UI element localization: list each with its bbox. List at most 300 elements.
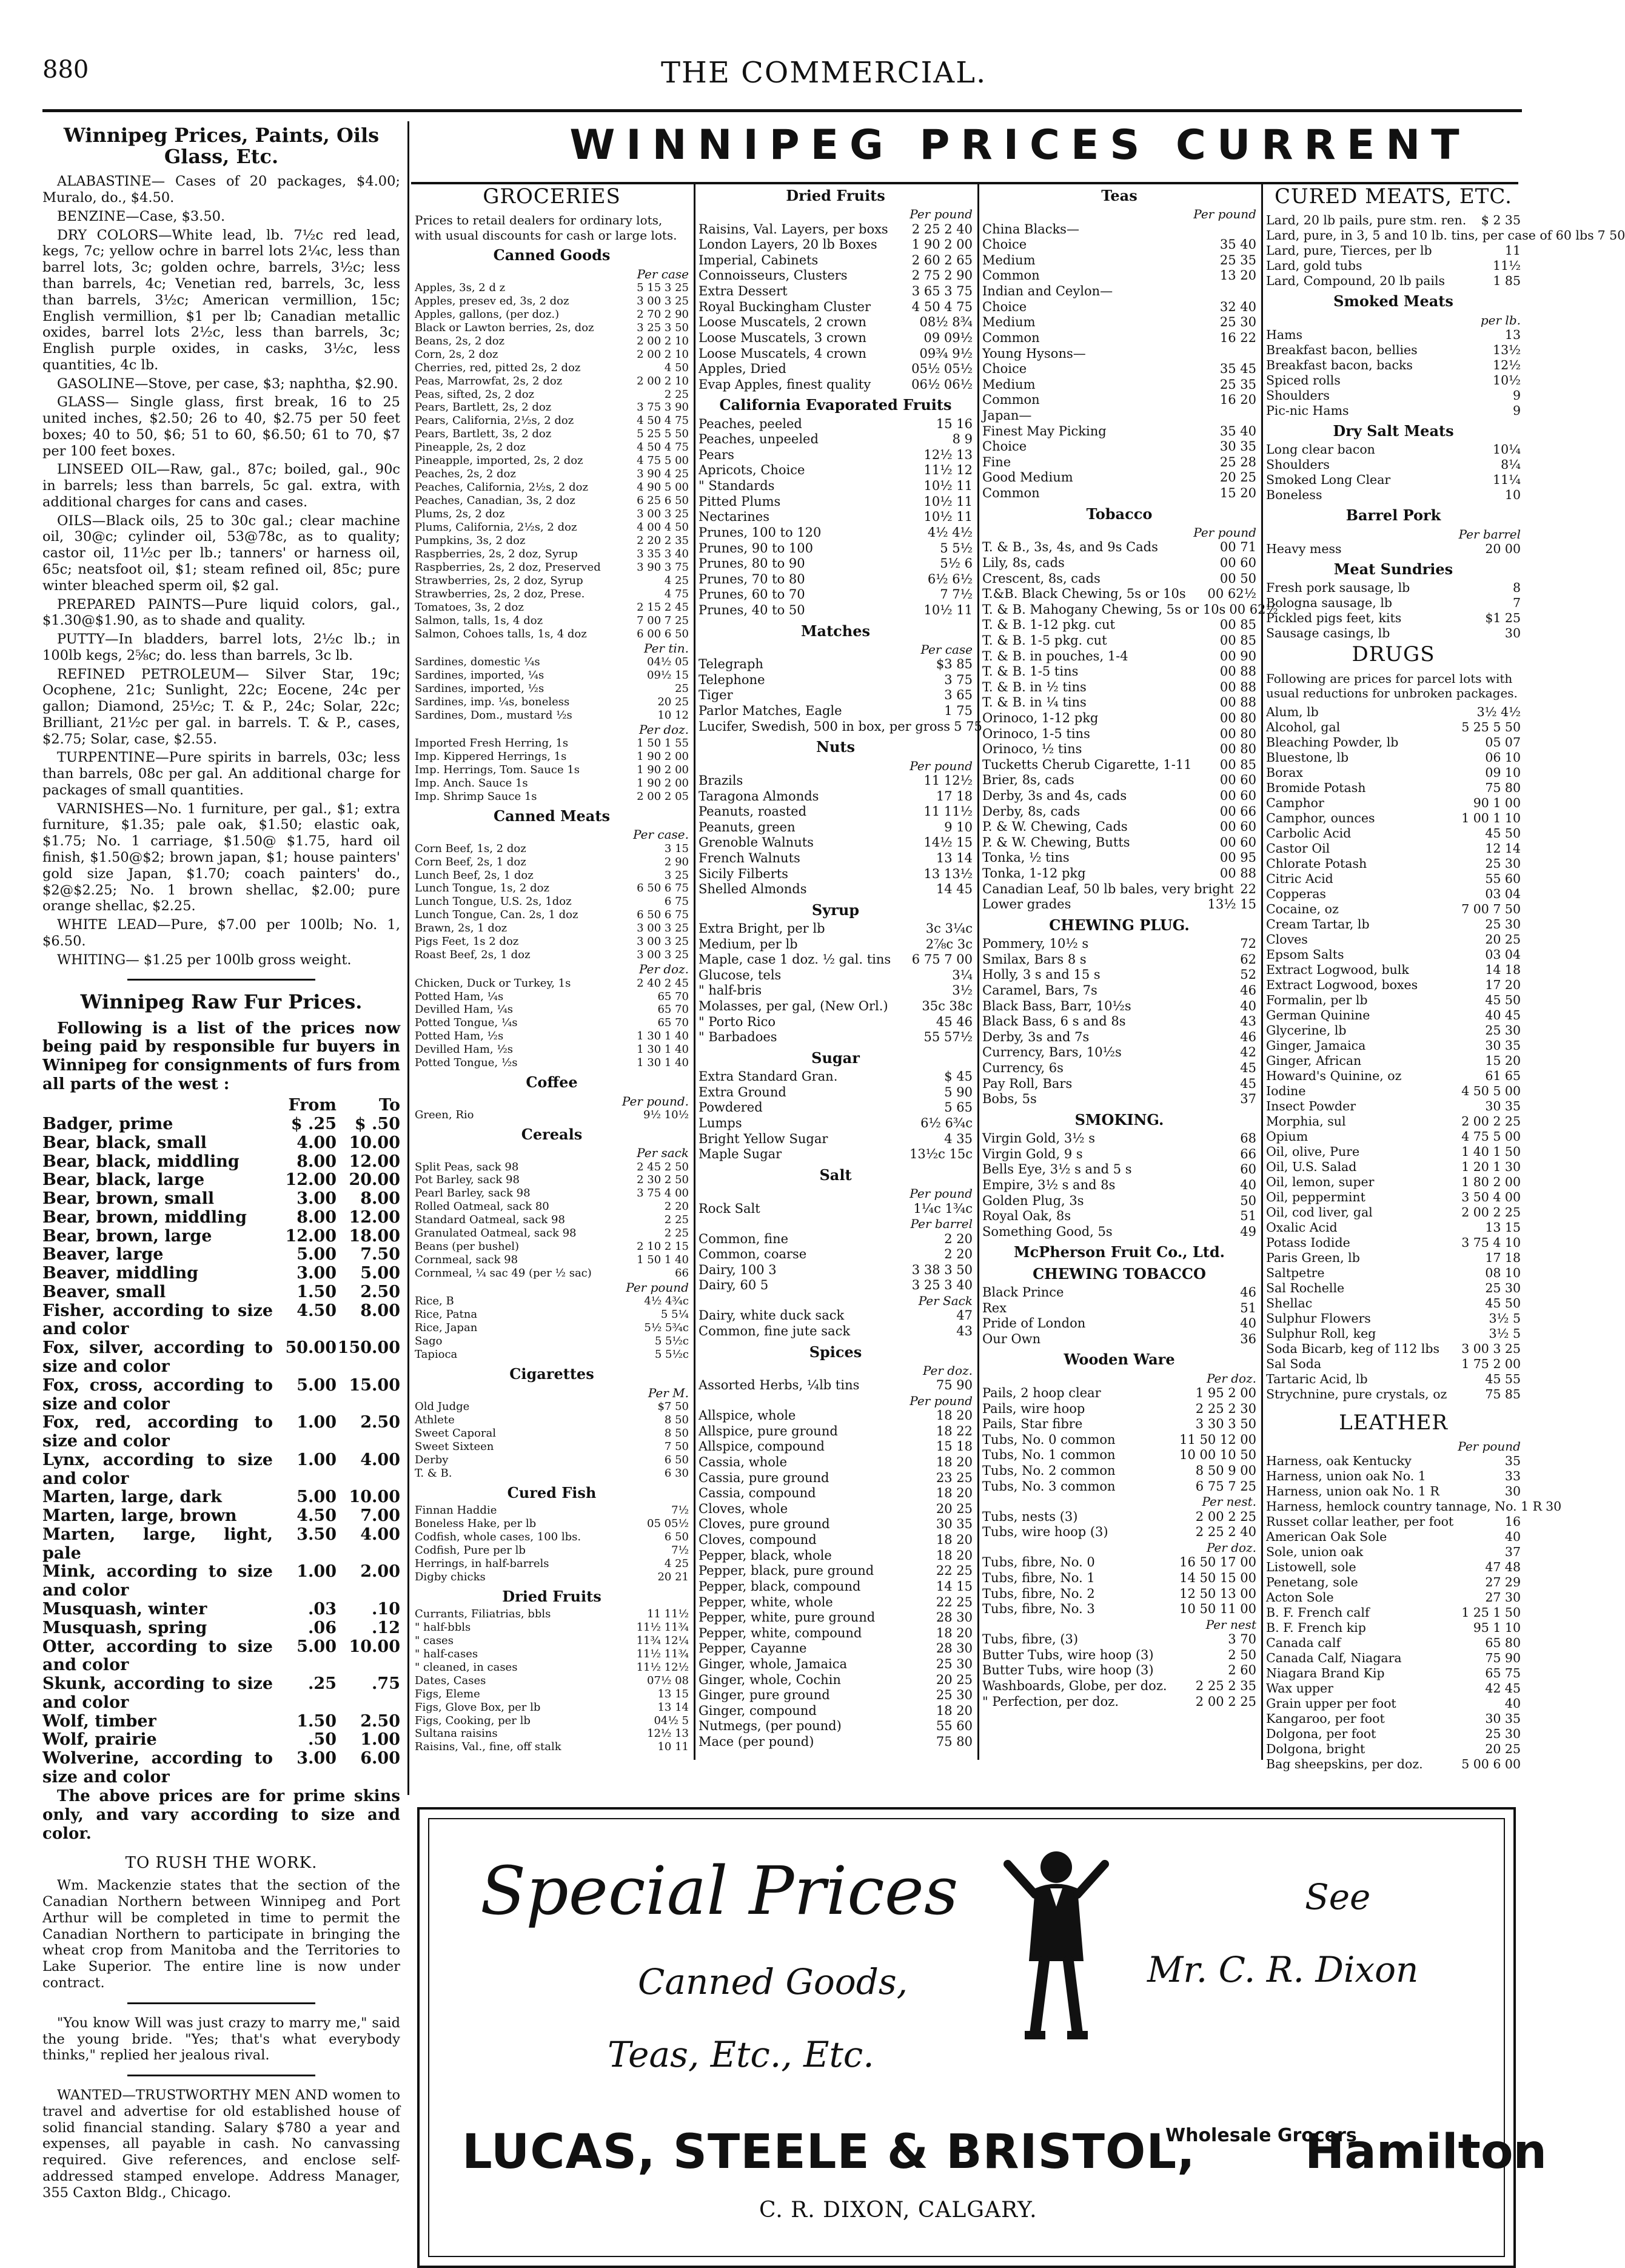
publication-title: THE COMMERCIAL. [661,56,987,90]
item-price: 35 45 [1219,361,1256,377]
item-name: Imp. Kippered Herrings, 1s [415,750,567,763]
paint-price-entry: OILS—Black oils, 25 to 30c gal.; clear machine oil, 30@c; cylinder oil, 53@78c, as to quality; castor oil, 11½c per lb.; tanners' or harness oil, 65c; neatsfoot oil, $1; steam refined oil, 85c; pure winter bleached sperm oil, $2 gal. [42,512,400,594]
item-price: 00 85 [1219,757,1256,772]
item-name: Smoked Long Clear [1266,472,1391,488]
item-price: 6 00 6 50 [637,627,689,640]
item-price: 10 00 10 50 [1179,1448,1256,1463]
price-row [699,1132,973,1147]
price-row [415,1335,689,1348]
price-row [1266,1696,1521,1711]
item-name: Medium [982,252,1036,267]
price-row [699,1069,973,1085]
price-row [415,481,689,494]
price-row [1266,1666,1521,1681]
item-name: Beans, 2s, 2 doz [415,334,505,347]
item-price [1253,346,1256,362]
price-row [699,587,973,603]
price-row [1266,1357,1521,1372]
item-name: Lard, gold tubs [1266,258,1362,273]
price-row [699,1579,973,1595]
price-row [415,1427,689,1440]
item-price: 16 50 17 00 [1179,1555,1256,1570]
price-row [415,574,689,588]
price-row [699,1015,973,1030]
price-row [982,602,1278,618]
item-price: 14 18 [1485,962,1521,977]
fur-from: $ .25 [290,1115,337,1134]
item-price: 3 75 4 10 [1461,1235,1521,1250]
item-price: 5½ 6 [940,556,973,571]
item-name: Salmon, Cohoes talls, 1s, 4 doz [415,627,587,640]
item-price: 00 71 [1219,540,1256,555]
item-price: 1 40 1 50 [1461,1144,1521,1159]
item-name: Pepper, black, whole [699,1548,832,1563]
item-price: 1 00 1 10 [1461,810,1521,825]
item-price: 2 10 2 15 [637,1240,689,1253]
price-row [982,268,1256,284]
separator [127,979,315,981]
item-price: 2 20 [944,1231,973,1246]
price-row [415,1544,689,1557]
item-price: 3 35 3 40 [637,547,689,560]
item-price: 45 [1240,1076,1256,1091]
item-name: Sardines, imported, ½s [415,682,544,695]
price-row [699,719,982,735]
item-price: 40 45 [1485,1007,1521,1022]
item-name: Chlorate Potash [1266,856,1367,871]
unit-label: Per pound [910,1186,973,1201]
fur-to: 2.50 [360,1711,400,1731]
item-name: Tubs, fibre, No. 2 [982,1586,1095,1601]
price-row [415,1348,689,1361]
item-name: Lunch Beef, 2s, 1 doz [415,868,534,882]
price-row [1266,611,1521,626]
price-row [699,1517,973,1532]
price-row [982,284,1256,300]
item-price: 13 14 [936,850,973,865]
price-row [415,1688,689,1701]
item-name: Boneless Hake, per lb [415,1517,537,1530]
price-row [415,1454,689,1467]
item-price: 90 1 00 [1473,795,1521,810]
item-name: Pigs Feet, 1s 2 doz [415,935,519,948]
item-price: 20 25 [936,1672,973,1687]
price-row [415,414,689,428]
item-price: 12½ 13 [647,1727,689,1740]
price-row [415,1557,689,1571]
item-name: Royal Oak, 8s [982,1209,1071,1224]
price-row [982,1178,1256,1193]
item-price: 13½ 15 [1207,897,1256,912]
fur-name: Fisher, according to size and color [42,1301,273,1339]
item-price: 10½ 11 [923,509,973,525]
ad-branch: C. R. DIXON, CALGARY. [759,2198,1037,2223]
item-price: 23 25 [936,1470,973,1485]
drugs-note: Following are prices for parcel lots with usual reductions for unbroken packages. [1266,671,1518,701]
price-row [415,842,689,856]
item-name: T. & B. Mahogany Chewing, 5s or 10s [982,602,1226,617]
item-price: 1 30 1 40 [637,1056,689,1070]
ad-headline: Special Prices [480,1852,959,1930]
item-name: Old Judge [415,1400,470,1413]
item-price: 3 90 4 25 [637,468,689,481]
item-name: Black Bass, 6 s and 8s [982,1014,1126,1029]
item-price: 11½ 11¾ [636,1647,689,1660]
item-name: Dairy, 100 3 [699,1262,777,1277]
price-row [1266,856,1521,871]
item-name: Cassia, compound [699,1486,816,1501]
item-price: 14 15 [936,1579,973,1594]
fur-row [42,1507,400,1526]
item-name: Bells Eye, 3½ s and 5 s [982,1162,1132,1177]
item-name: Prunes, 100 to 120 [699,525,822,540]
item-name: Choice [982,439,1027,454]
item-name: Fresh pork sausage, lb [1266,580,1410,596]
section-heading: CHEWING TOBACCO [1033,1264,1206,1283]
item-name: Orinoco, 1-5 tins [982,726,1090,741]
price-row [699,1672,973,1688]
item-price: 3 15 [664,842,689,855]
item-name: Butter Tubs, wire hoop (3) [982,1663,1154,1678]
fur-from: 5.00 [297,1637,337,1656]
fur-row [42,1488,400,1507]
price-row [1266,1281,1521,1296]
price-row [1266,273,1521,289]
item-name: Harness, oak Kentucky [1266,1454,1412,1469]
item-name: Pepper, white, compound [699,1625,862,1640]
item-name: Common, fine jute sack [699,1323,851,1338]
column-rule [694,183,695,1760]
price-row [1266,1545,1521,1560]
item-name: Extra Standard Gran. [699,1069,838,1084]
item-price: 4½ 4¾c [644,1295,689,1308]
price-row [699,361,973,377]
item-name: Allspice, pure ground [699,1423,838,1438]
item-name: Mace (per pound) [699,1734,814,1749]
price-row [699,657,973,673]
item-name: Digby chicks [415,1570,486,1583]
paint-price-entry: PUTTY—In bladders, barrel lots, 2½c lb.; in 100lb kegs, 2⅝c; do. less than barrels, 3c lb. [42,631,400,663]
item-name: Oil, U.S. Salad [1266,1159,1357,1174]
section-heading: McPherson Fruit Co., Ltd. [1013,1243,1225,1261]
price-row [982,819,1256,835]
item-name: Sulphur Roll, keg [1266,1326,1376,1341]
item-price: 25 30 [1219,315,1256,330]
item-price: 18 20 [936,1486,973,1501]
item-name: Sago [415,1335,443,1348]
price-row [982,695,1256,711]
price-row [1266,1235,1521,1250]
price-row [415,1240,689,1253]
item-price: 00 88 [1219,866,1256,881]
price-row [1266,1190,1521,1205]
item-name: Salmon, talls, 1s, 4 doz [415,614,543,627]
price-row [415,1634,689,1648]
price-row [1266,373,1521,388]
item-price: 28 30 [936,1641,973,1656]
price-row [982,1030,1256,1045]
price-row [982,300,1256,315]
paint-price-entry: REFINED PETROLEUM— Silver Star, 19c; Ocophene, 21c; Sunlight, 22c; Eocene, 24c per gallon; Diamond, 25½c; T. & P., 24c; Solar, 22c; Brilliant, 21½c per gal. in barrels. T. & P., cases, $2.75; Solar, case, $2.55. [42,666,400,747]
price-row [982,315,1256,330]
item-name: Saltpetre [1266,1265,1325,1280]
item-price: 43 [1240,1014,1256,1029]
item-price: 03 04 [1485,886,1521,901]
item-name: Russet collar leather, per foot [1266,1514,1454,1529]
price-row [1266,1144,1521,1159]
price-row [415,1467,689,1480]
item-price: 9 [1512,388,1521,403]
item-price: 2 25 2 35 [1195,1678,1256,1693]
item-name: Corn Beef, 1s, 2 doz [415,842,526,855]
item-price: 3 00 3 25 [637,935,689,948]
item-name: Cream Tartar, lb [1266,916,1370,931]
item-price: 28 30 [936,1610,973,1625]
item-name: Ginger, African [1266,1053,1362,1068]
price-row [699,1563,973,1579]
column-rule [407,121,409,1795]
item-name: Currency, 6s [982,1061,1064,1076]
item-price: 25 35 [1219,377,1256,392]
item-price: 18 20 [936,1408,973,1423]
item-name: Good Medium [982,470,1073,485]
item-name: Tonka, ½ tins [982,850,1070,865]
item-name: Prunes, 70 to 80 [699,571,805,586]
price-row [982,1417,1256,1432]
item-price: 13 20 [1219,268,1256,283]
fur-row [42,1377,400,1414]
section-heading: Syrup [811,901,860,919]
item-name: Strawberries, 2s, 2 doz, Prese. [415,587,585,600]
fur-name: Marten, large, dark [42,1488,222,1507]
item-price: 3 38 3 50 [911,1262,973,1277]
price-row [699,448,973,463]
price-row [982,1285,1256,1301]
item-price: 12½ 13 [923,447,973,462]
price-row [982,804,1256,820]
price-row [699,253,973,269]
item-name: Black Bass, Barr, 10½s [982,998,1131,1013]
price-row [1266,735,1521,750]
price-row [699,346,973,362]
item-name: Tapioca [415,1348,458,1361]
item-name: Pepper, white, whole [699,1594,833,1609]
item-price: 8 50 [664,1413,689,1426]
item-name: " Standards [699,478,775,494]
price-row [1266,1175,1521,1190]
item-price: 6 75 7 25 [1195,1478,1256,1494]
fur-from: 4.00 [297,1133,337,1152]
item-price: 13 15 [657,1687,689,1700]
item-name: Tiger [699,688,733,703]
price-row [415,1227,689,1240]
item-price: 3 65 3 75 [911,284,973,299]
price-row [699,417,973,432]
unit-label: Per pound. [622,1093,689,1109]
price-row [415,656,689,669]
price-row [699,1147,973,1163]
item-price: 2 45 2 50 [637,1160,689,1173]
item-name: Common, coarse [699,1247,807,1262]
item-name: Potass Iodide [1266,1235,1350,1250]
price-row [415,895,689,908]
price-row [699,1085,973,1101]
item-price: 30 [1504,626,1521,641]
price-row [699,1703,973,1719]
item-name: T. & B. in ½ tins [982,679,1087,694]
paint-price-entry: ALABASTINE— Cases of 20 packages, $4.00; Muralo, do., $4.50. [42,173,400,206]
paint-price-entry: VARNISHES—No. 1 furniture, per gal., $1; extra furniture, $1.35; pale oak, $1.50; elastic oak, $1.75; No. 1 carriage, $1.50@ $1.75, hard oil finish, $1.50@$2; brown japan, $1; house painters' gold size Japan, $1.70; coach painters' do., $2@$2.25; No. 1 brown shellac, $2.00; pure orange shellac, $2.25. [42,800,400,914]
unit-label: Per doz. [1206,1371,1256,1386]
item-price: 66 [675,1267,689,1280]
unit-label: Per doz. [922,1363,973,1378]
price-row [1266,542,1521,557]
item-price: 30 35 [936,1517,973,1532]
price-row [1266,358,1521,373]
item-name: Tubs, No. 1 common [982,1448,1116,1463]
item-name: Caramel, Bars, 7s [982,983,1097,998]
price-row [982,788,1256,804]
item-price: 04½ 5 [654,1714,689,1727]
item-price: 05 07 [1485,734,1521,750]
price-row [699,1308,973,1324]
item-name: Paris Green, lb [1266,1250,1360,1265]
item-price: $1 25 [1485,611,1521,626]
item-price: 13 15 [1485,1220,1521,1235]
item-price: 3 25 3 40 [911,1278,973,1293]
item-price: 10½ 11 [923,478,973,494]
price-row [1266,213,1521,228]
price-row [1266,1023,1521,1038]
item-price: 05½ 05½ [911,361,973,377]
price-row [699,1657,973,1672]
item-name: Peaches, peeled [699,416,802,431]
price-row [699,330,973,346]
item-price: 7½ [671,1503,689,1517]
item-price: 16 20 [1219,392,1256,408]
price-row [1266,917,1521,932]
price-row [415,468,689,481]
item-name: Brier, 8s, cads [982,773,1074,788]
item-name: Corn Beef, 2s, 1 doz [415,855,526,868]
fur-to: 150.00 [337,1338,400,1358]
item-price: 40 [1504,1529,1521,1545]
price-row [982,1162,1256,1178]
item-name: Dairy, 60 5 [699,1278,769,1293]
item-name: Iodine [1266,1083,1306,1098]
paint-price-entry: BENZINE—Case, $3.50. [57,208,226,224]
bowing-man-illustration [1002,1846,1111,2046]
item-name: Ginger, compound [699,1703,817,1718]
price-row [982,882,1256,897]
price-row [415,1056,689,1070]
item-price: 7 00 7 50 [1461,901,1521,916]
fur-to: 5.00 [360,1264,400,1283]
item-name: Oxalic Acid [1266,1220,1338,1235]
price-row [699,773,973,789]
price-row [1266,962,1521,978]
item-name: Evap Apples, finest quality [699,377,871,392]
price-row [699,1201,973,1217]
price-row [1266,388,1521,403]
item-price: 6 50 6 75 [637,908,689,922]
price-row [415,628,689,641]
price-row [982,222,1256,238]
section-heading: Cereals [521,1125,583,1143]
item-name: Figs, Glove Box, per lb [415,1700,541,1714]
item-name: Potted Tongue, ½s [415,1056,518,1070]
item-price: $ 45 [944,1069,973,1084]
price-row [982,726,1256,742]
fur-from: 8.00 [297,1207,337,1227]
item-price: 5 75 [954,719,982,734]
ad-city: Hamilton [1305,2125,1547,2179]
item-price: 55 57½ [923,1030,973,1045]
price-row [982,455,1256,471]
price-row [699,999,973,1015]
item-name: Cassia, whole [699,1455,788,1470]
item-price: 11¾ 12¼ [636,1634,689,1647]
item-name: Japan— [982,408,1032,423]
price-row [1266,472,1521,488]
price-row [1266,258,1521,273]
item-price: 65 75 [1485,1666,1521,1681]
item-price: 33 [1504,1469,1521,1484]
paint-price-entry: GASOLINE—Stove, per case, $3; naphtha, $2.90. [57,375,398,392]
item-price: 1 95 2 00 [1195,1386,1256,1401]
price-row [982,633,1256,649]
price-row [415,737,689,750]
item-name: Rice, Patna [415,1308,478,1321]
groceries-heading: GROCERIES [483,184,621,209]
ad-see: See [1305,1876,1371,1917]
item-price: 11 11½ [647,1607,689,1620]
item-price: 4 50 [664,361,689,374]
item-name: Peas, Marrowfat, 2s, 2 doz [415,374,563,388]
item-name: Opium [1266,1129,1308,1144]
item-name: American Oak Sole [1266,1529,1387,1545]
item-name: Codfish, Pure per lb [415,1543,526,1557]
item-name: Formalin, per lb [1266,992,1368,1007]
price-row [1266,403,1521,418]
item-price: 3 25 [664,868,689,882]
price-row [415,882,689,895]
item-name: " cleaned, in cases [415,1660,518,1674]
item-price: 1 30 1 40 [637,1030,689,1043]
price-row [982,1663,1256,1679]
price-row [415,428,689,441]
item-price: 30 35 [1485,1038,1521,1053]
price-row [699,432,973,448]
price-row [1266,1560,1521,1575]
item-name: Apricots, Choice [699,463,805,478]
joke-text: "You know Will was just crazy to marry me," said the young bride. "Yes; that's what everybody thinks," replied her jealous rival. [42,2015,400,2064]
price-row [982,1209,1256,1224]
price-row [1266,1620,1521,1636]
item-name: Lunch Tongue, 1s, 2 doz [415,882,549,895]
item-price: 3c 3¼c [925,921,973,936]
item-price: 5 15 3 25 [637,281,689,294]
item-name: Prunes, 90 to 100 [699,540,814,555]
price-row [982,1694,1256,1710]
price-row [415,361,689,375]
item-name: Peaches, unpeeled [699,432,819,447]
item-price: 36 [1240,1331,1256,1346]
item-price: 00 80 [1219,726,1256,741]
item-price: 00 62½ [1207,586,1256,602]
section-heading: California Evaporated Fruits [719,396,952,414]
fur-to: 12.00 [349,1152,400,1171]
